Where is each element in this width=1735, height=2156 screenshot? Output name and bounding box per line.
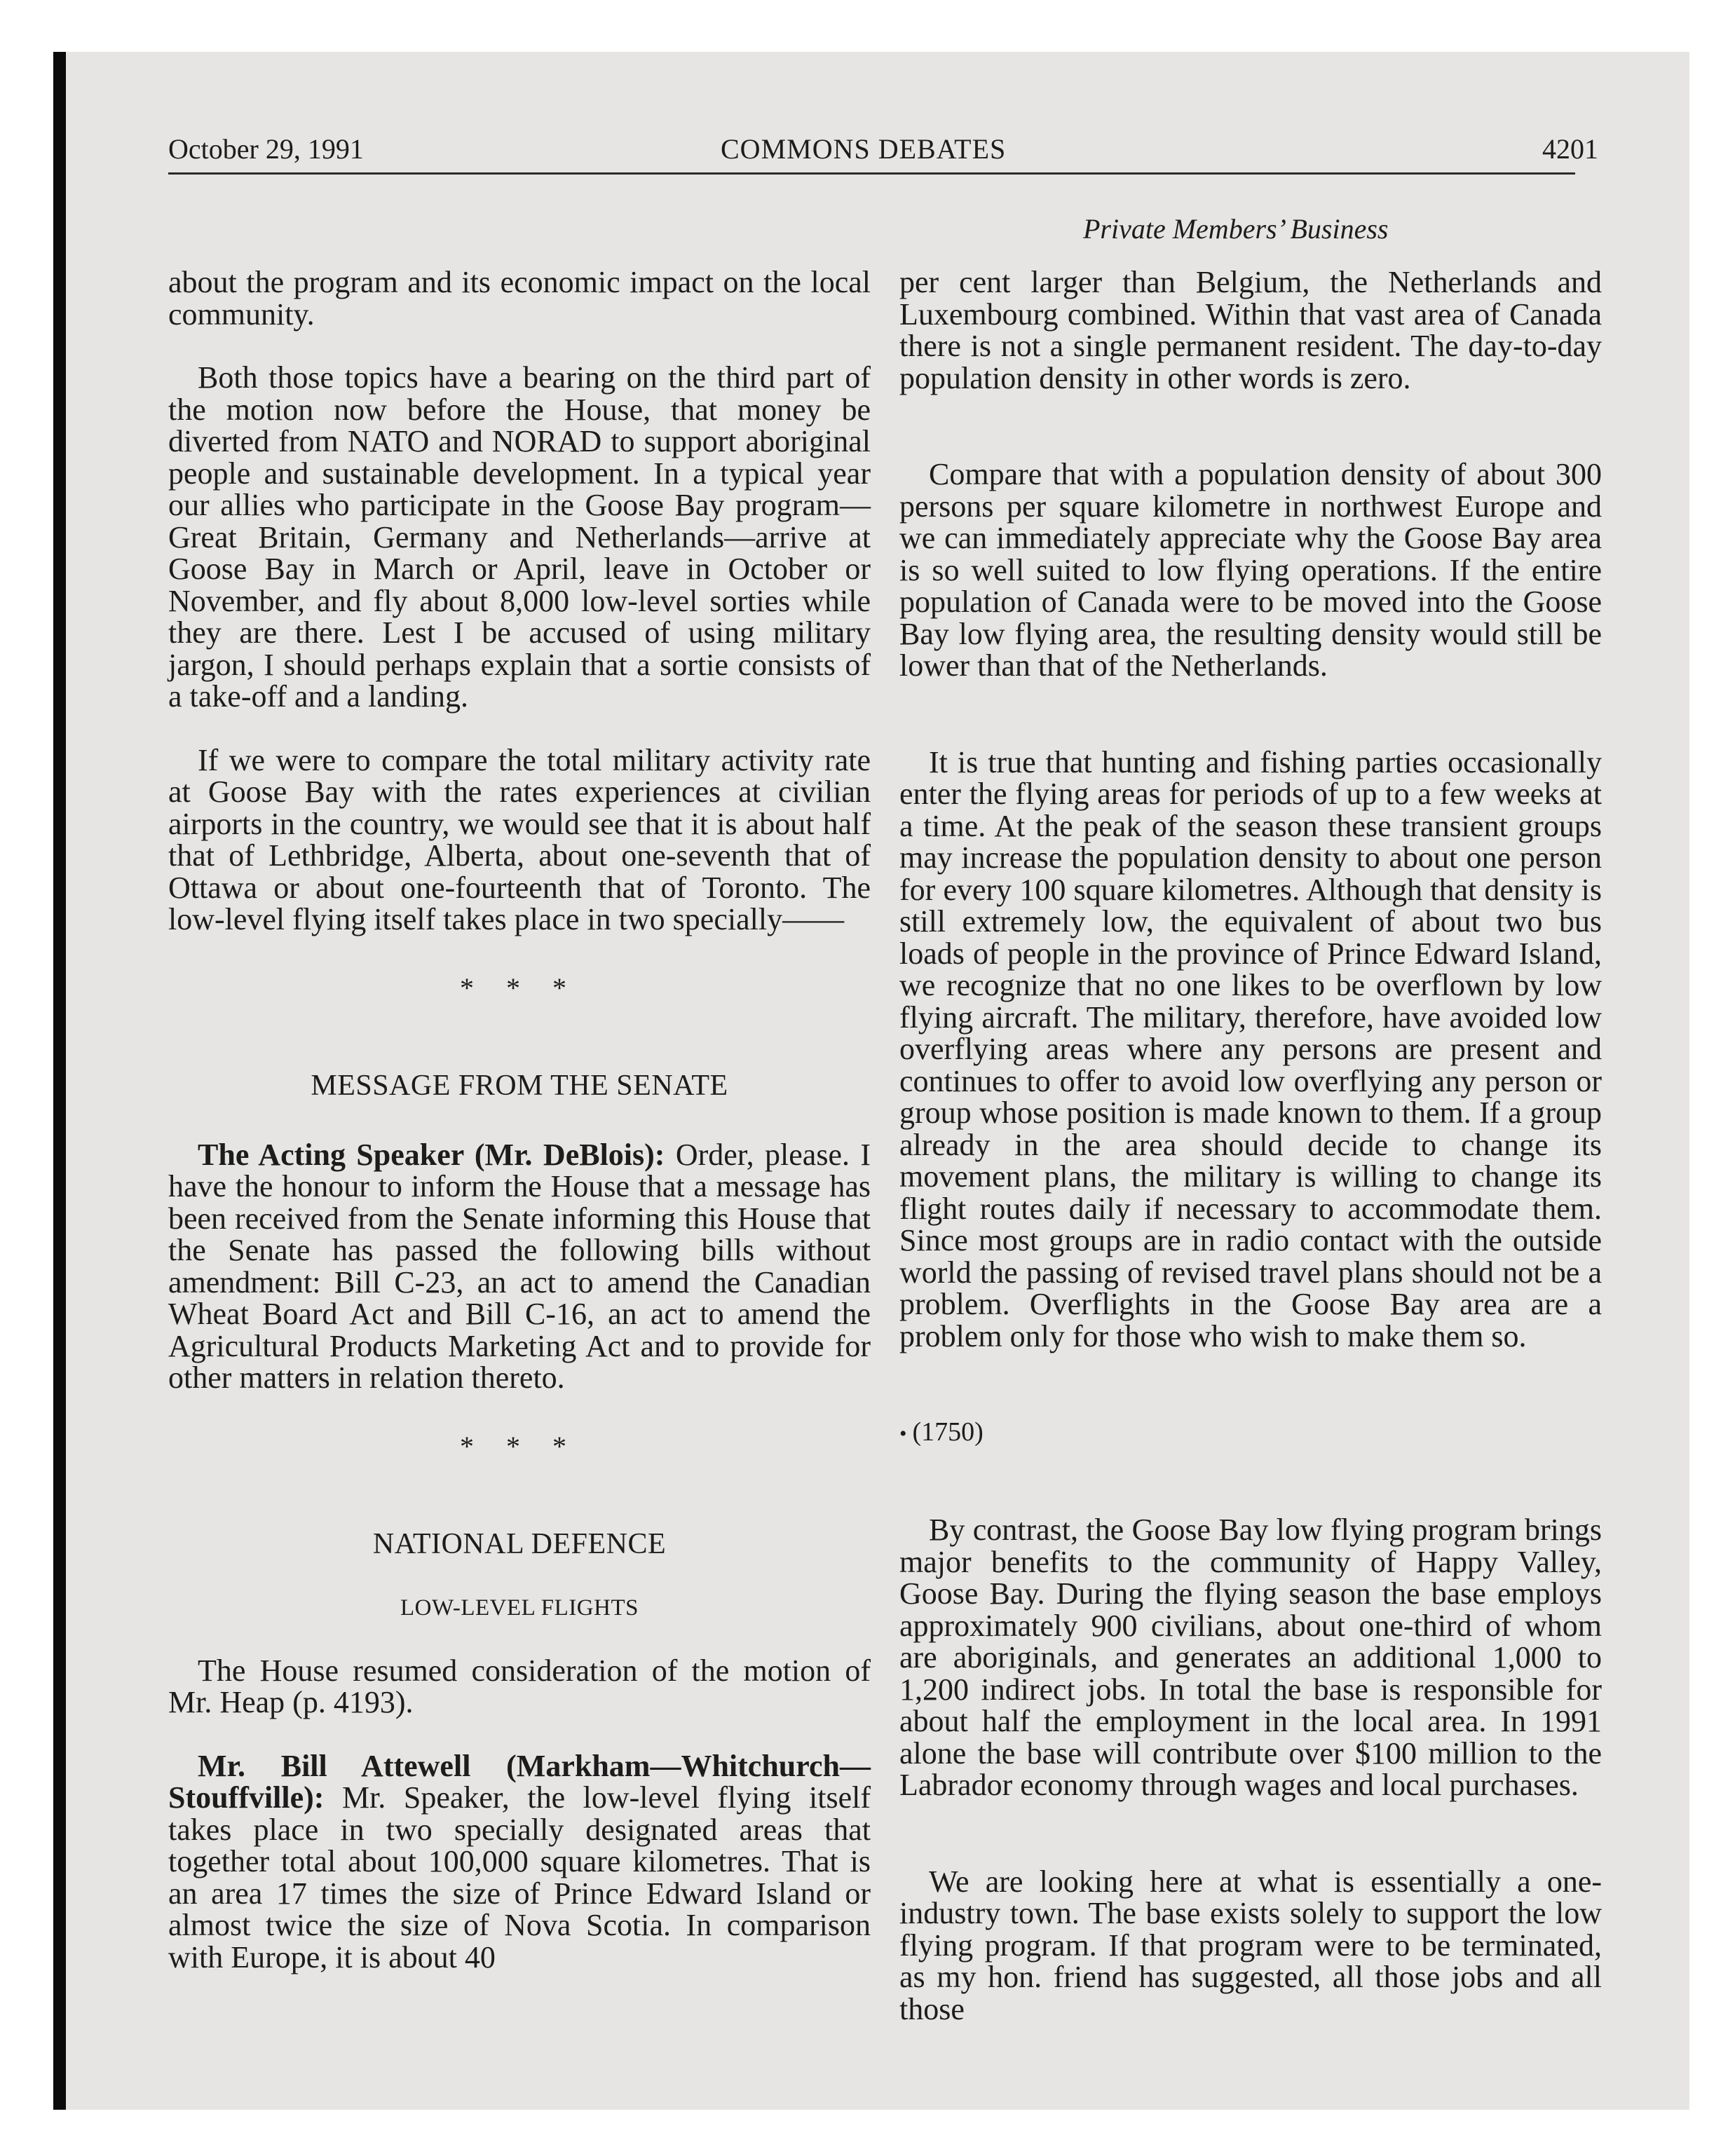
paragraph: Both those topics have a bearing on the third part of the motion now before the House, that money be diverted from NATO and NORAD to support aboriginal people and sustainable development. In a typical year our allies who participate in the Goose Bay program—Great Britain, Germany and Netherlands—arrive at Goose Bay in March or April, leave in October or November, and fly about 8,000 low-level sorties while they are there. Lest I be accused of using military jargon, I should perhaps explain that a sortie consists of a take-off and a landing.	[168, 360, 871, 714]
time-stamp-text: (1750)	[912, 1417, 984, 1447]
scan-dark-edge	[53, 52, 66, 2110]
paragraph: Compare that with a population density of about 300 persons per square kilometre in northwest Europe and we can immediately appreciate why the Goose Bay area is so well suited to low flying operations. If the entire population of Canada were to be moved into the Goose Bay low flying area, the resulting density would still be lower than that of the Netherlands.	[899, 457, 1602, 683]
paragraph: If we were to compare the total military activity rate at Goose Bay with the rates experiences at civilian airports in the country, we would see that it is about half that of Lethbridge, Alberta, about one-seventh that of Ottawa or about one-fourteenth that of Toronto. The low-level flying itself takes place in two specially——	[168, 742, 871, 936]
header-rule	[168, 172, 1575, 175]
page-number: 4201	[1542, 133, 1598, 165]
paragraph: per cent larger than Belgium, the Netherlands and Luxembourg combined. Within that vast area of Canada there is not a single permanent resident. The day-to-day population density in other words is zero.	[899, 265, 1602, 395]
section-heading: MESSAGE FROM THE SENATE	[311, 1069, 728, 1102]
paragraph: We are looking here at what is essentially a one-industry town. The base exists solely to support the low flying program. If that program were to be terminated, as my hon. friend has suggested, all those jobs and all those	[899, 1864, 1602, 2026]
time-stamp	[899, 1417, 1602, 1449]
paragraph: about the program and its economic impact on the local community.	[168, 265, 871, 332]
paragraph	[168, 1750, 871, 1974]
section-label: Private Members’ Business	[1083, 213, 1389, 245]
section-separator: * * *	[460, 1430, 579, 1462]
speech-text: Order, please. I have the honour to inform the House that a message has been received from the Senate informing this House that the Senate has passed the following bills without amendment: Bill C-23, an act to amend the Canadian Wheat Board Act and Bill C-16, an act to amend the Agricultural Products Marketing Act and to provide for other matters in relation thereto.	[168, 1137, 871, 1395]
section-subheading: LOW-LEVEL FLIGHTS	[400, 1595, 639, 1621]
speech-text: Mr. Speaker, the low-level flying itself takes place in two specially designated areas that together total about 100,000 square kilometres. That is an area 17 times the size of Prince Edward Island or almost twice the size of Nova Scotia. In comparison with Europe, it is about 40	[168, 1780, 871, 1974]
header-title: COMMONS DEBATES	[721, 133, 1007, 165]
paragraph	[168, 1139, 871, 1394]
right-column	[899, 266, 1602, 2025]
bullet-icon: •	[899, 1422, 907, 1445]
paragraph: It is true that hunting and fishing parties occasionally enter the flying areas for periods of up to a few weeks at a time. At the peak of the season these transient groups may increase the population density to about one person for every 100 square kilometres. Although that density is still extremely low, the equivalent of about two bus loads of people in the province of Prince Edward Island, we recognize that no one likes to be overflown by low flying aircraft. The military, therefore, have avoided low overflying areas where any persons are present and continues to offer to avoid low overflying any person or group whose position is made known to them. If a group already in the area should decide to change its movement plans, the military is willing to change its flight routes daily if necessary to accommodate them. Since most groups are in radio contact with the outside world the passing of revised travel plans should not be a problem. Overflights in the Goose Bay area are a problem only for those who wish to make them so.	[899, 744, 1602, 1353]
paragraph: By contrast, the Goose Bay low flying program brings major benefits to the community of Happy Valley, Goose Bay. During the flying season the base employs approximately 900 civilians, about one-third of whom are aboriginals, and generates an additional 1,000 to 1,200 indirect jobs. In total the base is responsible for about half the employment in the local area. In 1991 alone the base will contribute over $100 million to the Labrador economy through wages and local purchases.	[899, 1513, 1602, 1802]
speaker-name: Mr. Bill Attewell (Markham—Whitchurch—Stouffville):	[168, 1748, 871, 1815]
section-separator: * * *	[460, 971, 579, 1004]
speaker-name: The Acting Speaker (Mr. DeBlois):	[198, 1137, 665, 1172]
paragraph: The House resumed consideration of the motion of Mr. Heap (p. 4193).	[168, 1653, 871, 1719]
section-heading: NATIONAL DEFENCE	[372, 1527, 667, 1560]
left-column	[168, 266, 871, 1973]
header-date: October 29, 1991	[168, 133, 364, 165]
